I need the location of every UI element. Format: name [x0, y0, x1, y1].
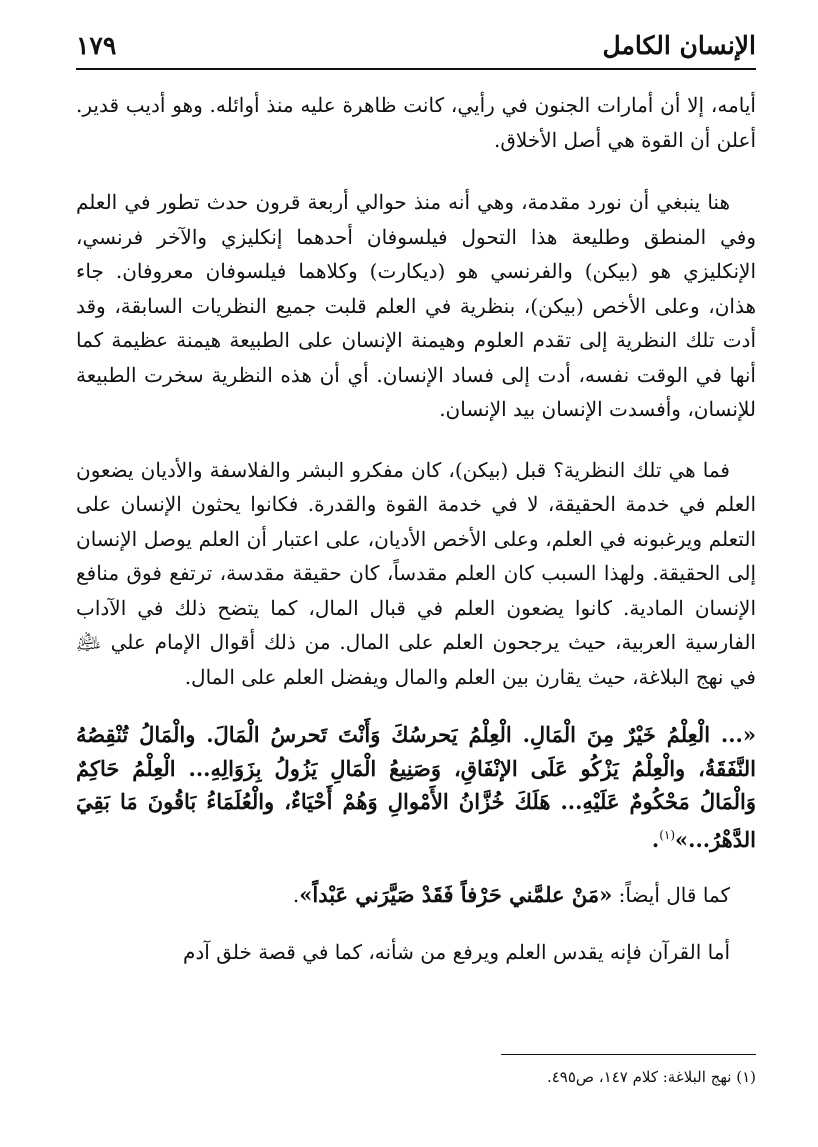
quote-text: «... الْعِلْمُ خَيْرٌ مِنَ الْمَالِ. الْعِلْمُ يَحرسُكَ وَأَنْتَ تَحرسُ الْمَالَ. والْمَالُ تُنْقِصُهُ النَّفَقَةُ، والْعِلْمُ يَزْكُو عَلَى الإنْفَاقِ، وَصَنِيعُ الْمَالِ يَزُولُ بِزَوَالِهِ... الْعِلْمُ حَاكِمٌ وَالْمَالُ مَحْكُومٌ عَلَيْهِ... هَلَكَ خُزَّانُ الأَمْوالِ وَهُمْ أَحْيَاءٌ، والْعُلَمَاءُ بَاقُونَ مَا بَقِيَ الدَّهْرُ...»	[76, 722, 756, 852]
running-title: الإنسان الكامل	[602, 31, 756, 60]
saying-end: .	[292, 883, 300, 907]
footnote: (١) نهج البلاغة: كلام ١٤٧، ص٤٩٥.	[546, 1068, 756, 1086]
page-header	[76, 28, 756, 70]
paragraph-1: أيامه، إلا أن أمارات الجنون في رأيي، كانت ظاهرة عليه منذ أوائله. وهو أديب قدير. أعلن أن القوة هي أصل الأخلاق.	[76, 93, 756, 152]
paragraph-2: هنا ينبغي أن نورد مقدمة، وهي أنه منذ حوالي أربعة قرون حدث تطور في العلم وفي المنطق وطليعة هذا التحول فيلسوفان أحدهما إنكليزي والآخر فرنسي، الإنكليزي هو (بيكن) والفرنسي هو (ديكارت) وكلاهما فيلسوفان معروفان. جاء هذان، وعلى الأخص (بيكن)، بنظرية في العلم قلبت جميع النظريات السابقة، وقد أدت تلك النظرية إلى تقدم العلوم وهيمنة الإنسان على الطبيعة هيمنة عظيمة كما أنها في الوقت نفسه، أدت إلى فساد الإنسان. أي أن هذه النظرية سخرت الطبيعة للإنسان، وأفسدت الإنسان بيد الإنسان.	[76, 190, 756, 421]
paragraph-last: أما القرآن فإنه يقدس العلم ويرفع من شأنه، كما في قصة خلق آدم	[182, 939, 730, 964]
footnote-divider	[501, 1054, 756, 1055]
paragraph-3: فما هي تلك النظرية؟ قبل (بيكن)، كان مفكرو البشر والفلاسفة والأديان يضعون العلم في خدمة الحقيقة، لا في خدمة القوة والقدرة. فكانوا يحثون الإنسان على التعلم ويرغبونه في العلم، وعلى الأخص الأديان، على اعتبار أن العلم يوصل الإنسان إلى الحقيقة. ولهذا السبب كان العلم مقدساً، كان حقيقة مقدسة، ترتفع فوق منافع الإنسان المادية. كانوا يضعون العلم في قبال المال، كما يتضح ذلك في الآداب الفارسية العربية، حيث يرجحون العلم على المال. من ذلك أقوال الإمام علي ﵇ في نهج البلاغة، حيث يقارن بين العلم والمال ويفضل العلم على المال.	[76, 457, 756, 689]
footnote-marker: (١)	[659, 827, 676, 842]
saying-paragraph	[76, 878, 756, 913]
saying-quote: «مَنْ علمَّني حَرْفاً فَقَدْ صَيَّرَني عَبْداً»	[299, 882, 613, 907]
page-number: ١٧٩	[76, 31, 117, 60]
body-text	[76, 88, 756, 969]
saying-intro: كما قال أيضاً:	[612, 883, 730, 907]
imam-ali-quote: «... الْعِلْمُ خَيْرٌ مِنَ الْمَالِ. الْعِلْمُ يَحرسُكَ وَأَنْتَ تَحرسُ الْمَالَ. والْمَالُ تُنْقِصُهُ النَّفَقَةُ، والْعِلْمُ يَزْكُو عَلَى الإنْفَاقِ، وَصَنِيعُ الْمَالِ يَزُولُ بِزَوَالِهِ... الْعِلْمُ حَاكِمٌ وَالْمَالُ مَحْكُومٌ عَلَيْهِ... هَلَكَ خُزَّانُ الأَمْوالِ وَهُمْ أَحْيَاءٌ، والْعُلَمَاءُ بَاقُونَ مَا بَقِيَ الدَّهْرُ...»$^{(١)}$.	[76, 722, 756, 852]
